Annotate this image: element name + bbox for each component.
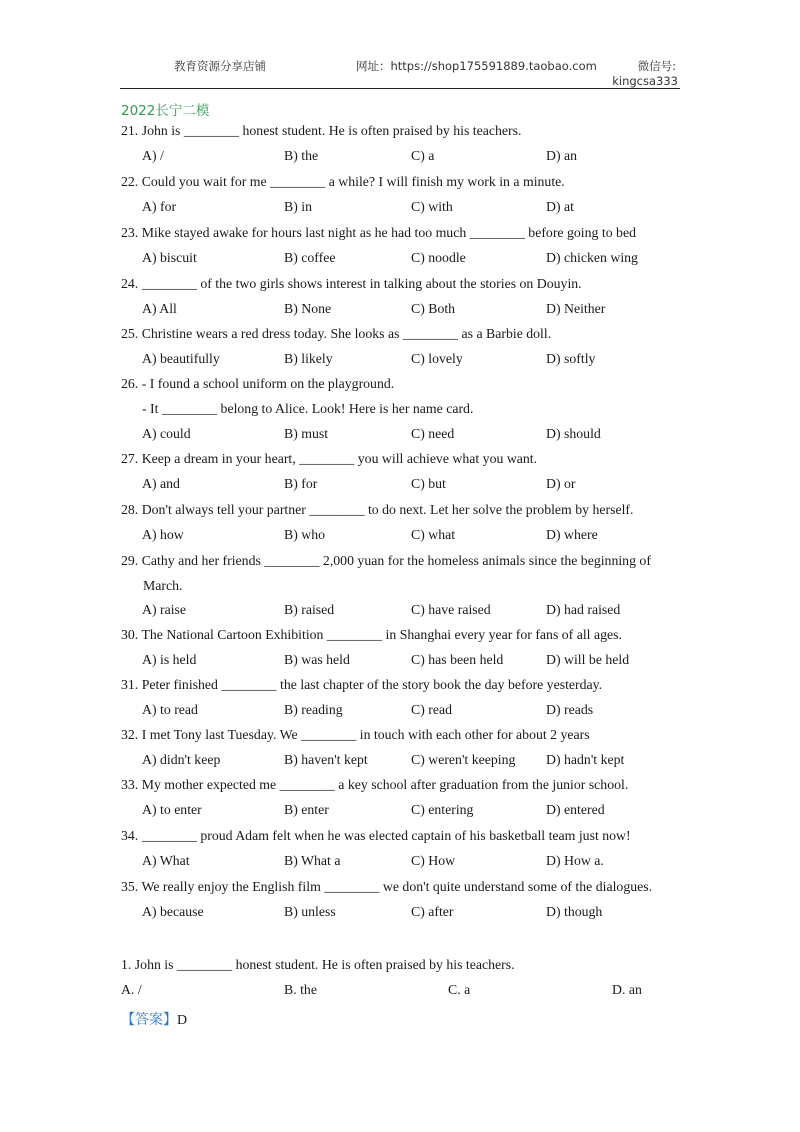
option-c: C) noodle xyxy=(411,250,466,265)
option-d: D) reads xyxy=(546,702,594,717)
option-c: C) entering xyxy=(411,802,474,817)
option-d: D) should xyxy=(546,426,601,441)
question-stem: 32. I met Tony last Tuesday. We ________ in touch with each other for about 2 years xyxy=(121,727,590,742)
option-b: B) the xyxy=(284,148,319,163)
question-stem: 24. ________ of the two girls shows interest in talking about the stories on Douyin. xyxy=(121,276,582,291)
option-d: D) had raised xyxy=(546,602,621,617)
question-stem: 33. My mother expected me ________ a key school after graduation from the junior school. xyxy=(121,777,629,792)
option-c: C) read xyxy=(411,702,452,717)
option-b: B) None xyxy=(284,301,332,316)
option-a: A) beautifully xyxy=(142,351,220,366)
option-a: A) didn't keep xyxy=(142,752,221,767)
option-b: B) likely xyxy=(284,351,333,366)
question-stem: 21. John is ________ honest student. He is often praised by his teachers. xyxy=(121,123,522,138)
option-c: C) Both xyxy=(411,301,456,316)
option-a: A) how xyxy=(142,527,184,542)
question-stem: 26. - I found a school uniform on the playground. xyxy=(121,376,395,391)
answer-tag: 【答案】 xyxy=(121,1012,177,1028)
option-a: A) could xyxy=(142,426,191,441)
question-stem: 28. Don't always tell your partner ________ to do next. Let her solve the problem by herself. xyxy=(121,502,634,517)
question-stem: 31. Peter finished ________ the last chapter of the story book the day before yesterday. xyxy=(121,677,603,692)
option-a: A) to enter xyxy=(142,802,202,817)
option-a: A) What xyxy=(142,853,190,868)
option-d: D) or xyxy=(546,476,576,491)
question-stem: 35. We really enjoy the English film ________ we don't quite understand some of the dialogues. xyxy=(121,879,653,894)
option-d: D) Neither xyxy=(546,301,606,316)
answer-question-stem: 1. John is ________ honest student. He is often praised by his teachers. xyxy=(121,957,515,972)
answer-value: D xyxy=(177,1013,188,1028)
section-title: 2022长宁二模 xyxy=(121,103,210,119)
option-c: C) have raised xyxy=(411,602,491,617)
option-c: C) what xyxy=(411,527,456,542)
option-b: B) in xyxy=(284,199,312,214)
option-c: C) has been held xyxy=(411,652,504,667)
option-d: D) How a. xyxy=(546,853,604,868)
option-b: B) enter xyxy=(284,802,329,817)
question-stem: 22. Could you wait for me ________ a while? I will finish my work in a minute. xyxy=(121,174,565,189)
answer-option-a: A. / xyxy=(121,982,142,997)
question-stem-continuation: - It ________ belong to Alice. Look! Here is her name card. xyxy=(142,401,474,416)
option-b: B) must xyxy=(284,426,329,441)
option-c: C) weren't keeping xyxy=(411,752,516,767)
option-b: B) unless xyxy=(284,904,336,919)
answer-option-b: B. the xyxy=(284,982,317,997)
option-b: B) was held xyxy=(284,652,350,667)
option-d: D) chicken wing xyxy=(546,250,638,265)
question-stem: 34. ________ proud Adam felt when he was elected captain of his basketball team just now! xyxy=(121,828,631,843)
wechat-label: 微信号: xyxy=(637,59,676,73)
wechat-id: kingcsa333 xyxy=(612,74,678,88)
question-stem: 25. Christine wears a red dress today. She looks as ________ as a Barbie doll. xyxy=(121,326,552,341)
option-b: B) What a xyxy=(284,853,341,868)
shop-url: 网址：https://shop175591889.taobao.com xyxy=(356,59,597,73)
question-stem: 30. The National Cartoon Exhibition ________ in Shanghai every year for fans of all ages. xyxy=(121,627,622,642)
option-d: D) though xyxy=(546,904,603,919)
question-stem xyxy=(121,549,683,598)
option-b: B) reading xyxy=(284,702,343,717)
question-stem: 27. Keep a dream in your heart, ________ you will achieve what you want. xyxy=(121,451,538,466)
option-a: A) is held xyxy=(142,652,197,667)
option-b: B) who xyxy=(284,527,326,542)
option-b: B) coffee xyxy=(284,250,336,265)
option-d: D) softly xyxy=(546,351,596,366)
answer-option-d: D. an xyxy=(612,982,642,997)
option-c: C) after xyxy=(411,904,454,919)
option-a: A) raise xyxy=(142,602,187,617)
option-c: C) How xyxy=(411,853,456,868)
option-c: C) with xyxy=(411,199,453,214)
option-c: C) lovely xyxy=(411,351,463,366)
option-d: D) at xyxy=(546,199,574,214)
option-a: A) and xyxy=(142,476,180,491)
option-d: D) hadn't kept xyxy=(546,752,625,767)
option-b: B) haven't kept xyxy=(284,752,368,767)
option-c: C) but xyxy=(411,476,446,491)
option-a: A) / xyxy=(142,148,164,163)
option-a: A) for xyxy=(142,199,177,214)
option-a: A) to read xyxy=(142,702,198,717)
option-a: A) because xyxy=(142,904,204,919)
option-c: C) need xyxy=(411,426,455,441)
question-stem-text: 29. Cathy and her friends ________ 2,000 yuan for the homeless animals since the beginning of March. xyxy=(121,553,651,593)
answer-option-c: C. a xyxy=(448,982,471,997)
option-a: A) biscuit xyxy=(142,250,197,265)
option-b: B) for xyxy=(284,476,318,491)
shop-name: 教育资源分享店铺 xyxy=(174,59,266,73)
option-d: D) where xyxy=(546,527,598,542)
option-d: D) will be held xyxy=(546,652,630,667)
answer-line xyxy=(121,1009,187,1029)
option-d: D) an xyxy=(546,148,578,163)
option-d: D) entered xyxy=(546,802,605,817)
option-a: A) All xyxy=(142,301,177,316)
question-stem: 23. Mike stayed awake for hours last night as he had too much ________ before going to bed xyxy=(121,225,636,240)
option-b: B) raised xyxy=(284,602,335,617)
option-c: C) a xyxy=(411,148,435,163)
